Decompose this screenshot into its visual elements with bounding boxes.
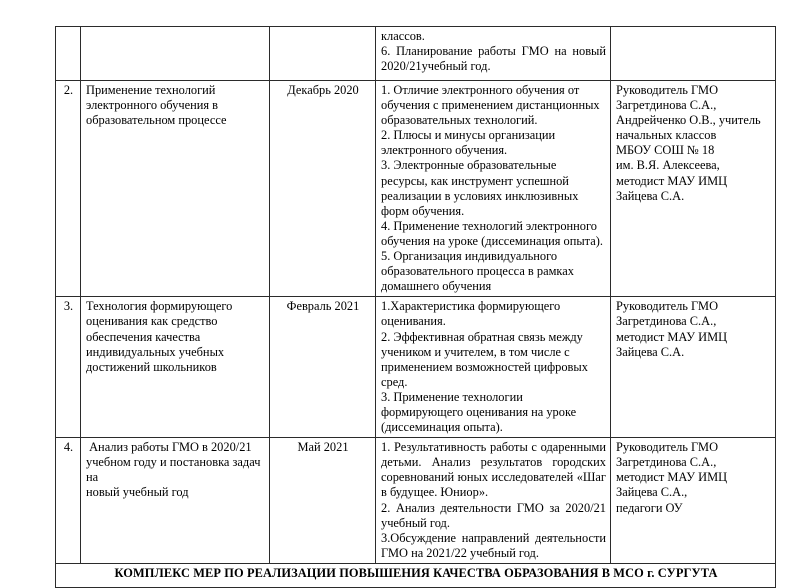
- row-topic-cell: [81, 297, 270, 438]
- row-content-cell: [376, 297, 611, 438]
- plan-table: [55, 26, 776, 588]
- row-number-cell: 3.: [56, 297, 81, 438]
- row-date-cell: Февраль 2021: [270, 297, 376, 438]
- content-paragraph: 2. Анализ деятельности ГМО за 2020/21 учебный год.: [381, 500, 610, 530]
- row-number-cell: [56, 27, 81, 81]
- responsible-line: методист МАУ ИМЦ: [616, 173, 728, 188]
- responsible-line: МБОУ СОШ № 18: [616, 143, 715, 158]
- row-content-cell: [376, 27, 611, 81]
- content-paragraph: 1. Результативность работы с одаренными детьми. Анализ результатов городских соревнований юных исследователей «Шаг в будущее. Юниор».: [381, 440, 610, 500]
- content-paragraph: 1. Отличие электронного обучения от обучения с применением дистанционных образовательных технологий.: [381, 83, 603, 128]
- topic-line: оценивания как средство: [86, 314, 218, 329]
- row-date-cell: Май 2021: [270, 438, 376, 564]
- row-responsible-cell: [611, 27, 776, 81]
- responsible-line: им. В.Я. Алексеева,: [616, 158, 720, 173]
- row-content-cell: [376, 81, 611, 297]
- responsible-line: методист МАУ ИМЦ: [616, 329, 728, 344]
- table-body: [56, 27, 776, 588]
- table-row: [56, 27, 776, 81]
- content-paragraph: 3. Электронные образовательные ресурсы, как инструмент успешной реализации в условиях инклюзивных форм обучения.: [381, 158, 582, 218]
- row-topic-cell: [81, 438, 270, 564]
- row-topic-cell: [81, 81, 270, 297]
- row-responsible-cell: [611, 297, 776, 438]
- row-responsible-cell: [611, 81, 776, 297]
- row-content-cell: [376, 438, 611, 564]
- responsible-line: начальных классов: [616, 128, 717, 143]
- responsible-line: Руководитель ГМО: [616, 83, 719, 97]
- content-paragraph: 2. Плюсы и минусы организации электронного обучения.: [381, 128, 559, 158]
- table-row: [56, 81, 776, 297]
- content-paragraph: 2. Эффективная обратная связь между учеником и учителем, в том числе с применением возможностей цифровых сред.: [381, 329, 592, 389]
- responsible-line: педагоги ОУ: [616, 500, 683, 515]
- row-topic-cell: [81, 27, 270, 81]
- content-paragraph: 1.Характеристика формирующего оценивания.: [381, 299, 564, 329]
- topic-line: достижений школьников: [86, 359, 217, 374]
- responsible-line: Зайцева С.А.: [616, 188, 685, 203]
- footer-banner: КОМПЛЕКС МЕР ПО РЕАЛИЗАЦИИ ПОВЫШЕНИЯ КАЧЕСТВА ОБРАЗОВАНИЯ В МСО г. СУРГУТА: [56, 563, 776, 587]
- topic-line: образовательном процессе: [86, 113, 227, 128]
- topic-line: новый учебный год: [86, 485, 189, 500]
- table-row: [56, 563, 776, 587]
- row-date-cell: [270, 27, 376, 81]
- responsible-line: Зайцева С.А.,: [616, 485, 688, 500]
- content-paragraph: 3.Обсуждение направлений деятельности ГМО на 2021/22 учебный год.: [381, 530, 610, 560]
- responsible-line: методист МАУ ИМЦ: [616, 470, 728, 485]
- topic-line: обеспечения качества: [86, 329, 201, 344]
- topic-line: Анализ работы ГМО в 2020/21: [86, 440, 252, 455]
- responsible-line: Загретдинова С.А.,: [616, 455, 717, 470]
- content-paragraph: 6. Планирование работы ГМО на новый 2020/21учебный год.: [381, 44, 610, 74]
- content-paragraph: классов.: [381, 29, 425, 43]
- responsible-line: Зайцева С.А.: [616, 344, 685, 359]
- content-paragraph: 4. Применение технологий электронного обучения на уроке (диссеминация опыта).: [381, 218, 603, 248]
- row-number-cell: 4.: [56, 438, 81, 564]
- row-responsible-cell: [611, 438, 776, 564]
- responsible-line: Руководитель ГМО: [616, 299, 719, 314]
- topic-line: учебном году и постановка задач на: [86, 455, 264, 485]
- topic-line: Применение технологий: [86, 83, 216, 97]
- table-row: [56, 297, 776, 438]
- content-paragraph: 5. Организация индивидуального образовательного процесса в рамках домашнего обучения: [381, 249, 578, 294]
- content-paragraph: 3. Применение технологии формирующего оценивания на уроке (диссеминация опыта).: [381, 389, 580, 435]
- topic-line: Технология формирующего: [86, 299, 233, 314]
- responsible-line: Загретдинова С.А.,: [616, 98, 717, 113]
- responsible-line: Загретдинова С.А.,: [616, 314, 717, 329]
- row-date-cell: Декабрь 2020: [270, 81, 376, 297]
- topic-line: электронного обучения в: [86, 98, 218, 113]
- row-number-cell: 2.: [56, 81, 81, 297]
- responsible-line: Андрейченко О.В., учитель: [616, 113, 761, 128]
- responsible-line: Руководитель ГМО: [616, 440, 719, 455]
- topic-line: индивидуальных учебных: [86, 344, 225, 359]
- table-row: [56, 438, 776, 564]
